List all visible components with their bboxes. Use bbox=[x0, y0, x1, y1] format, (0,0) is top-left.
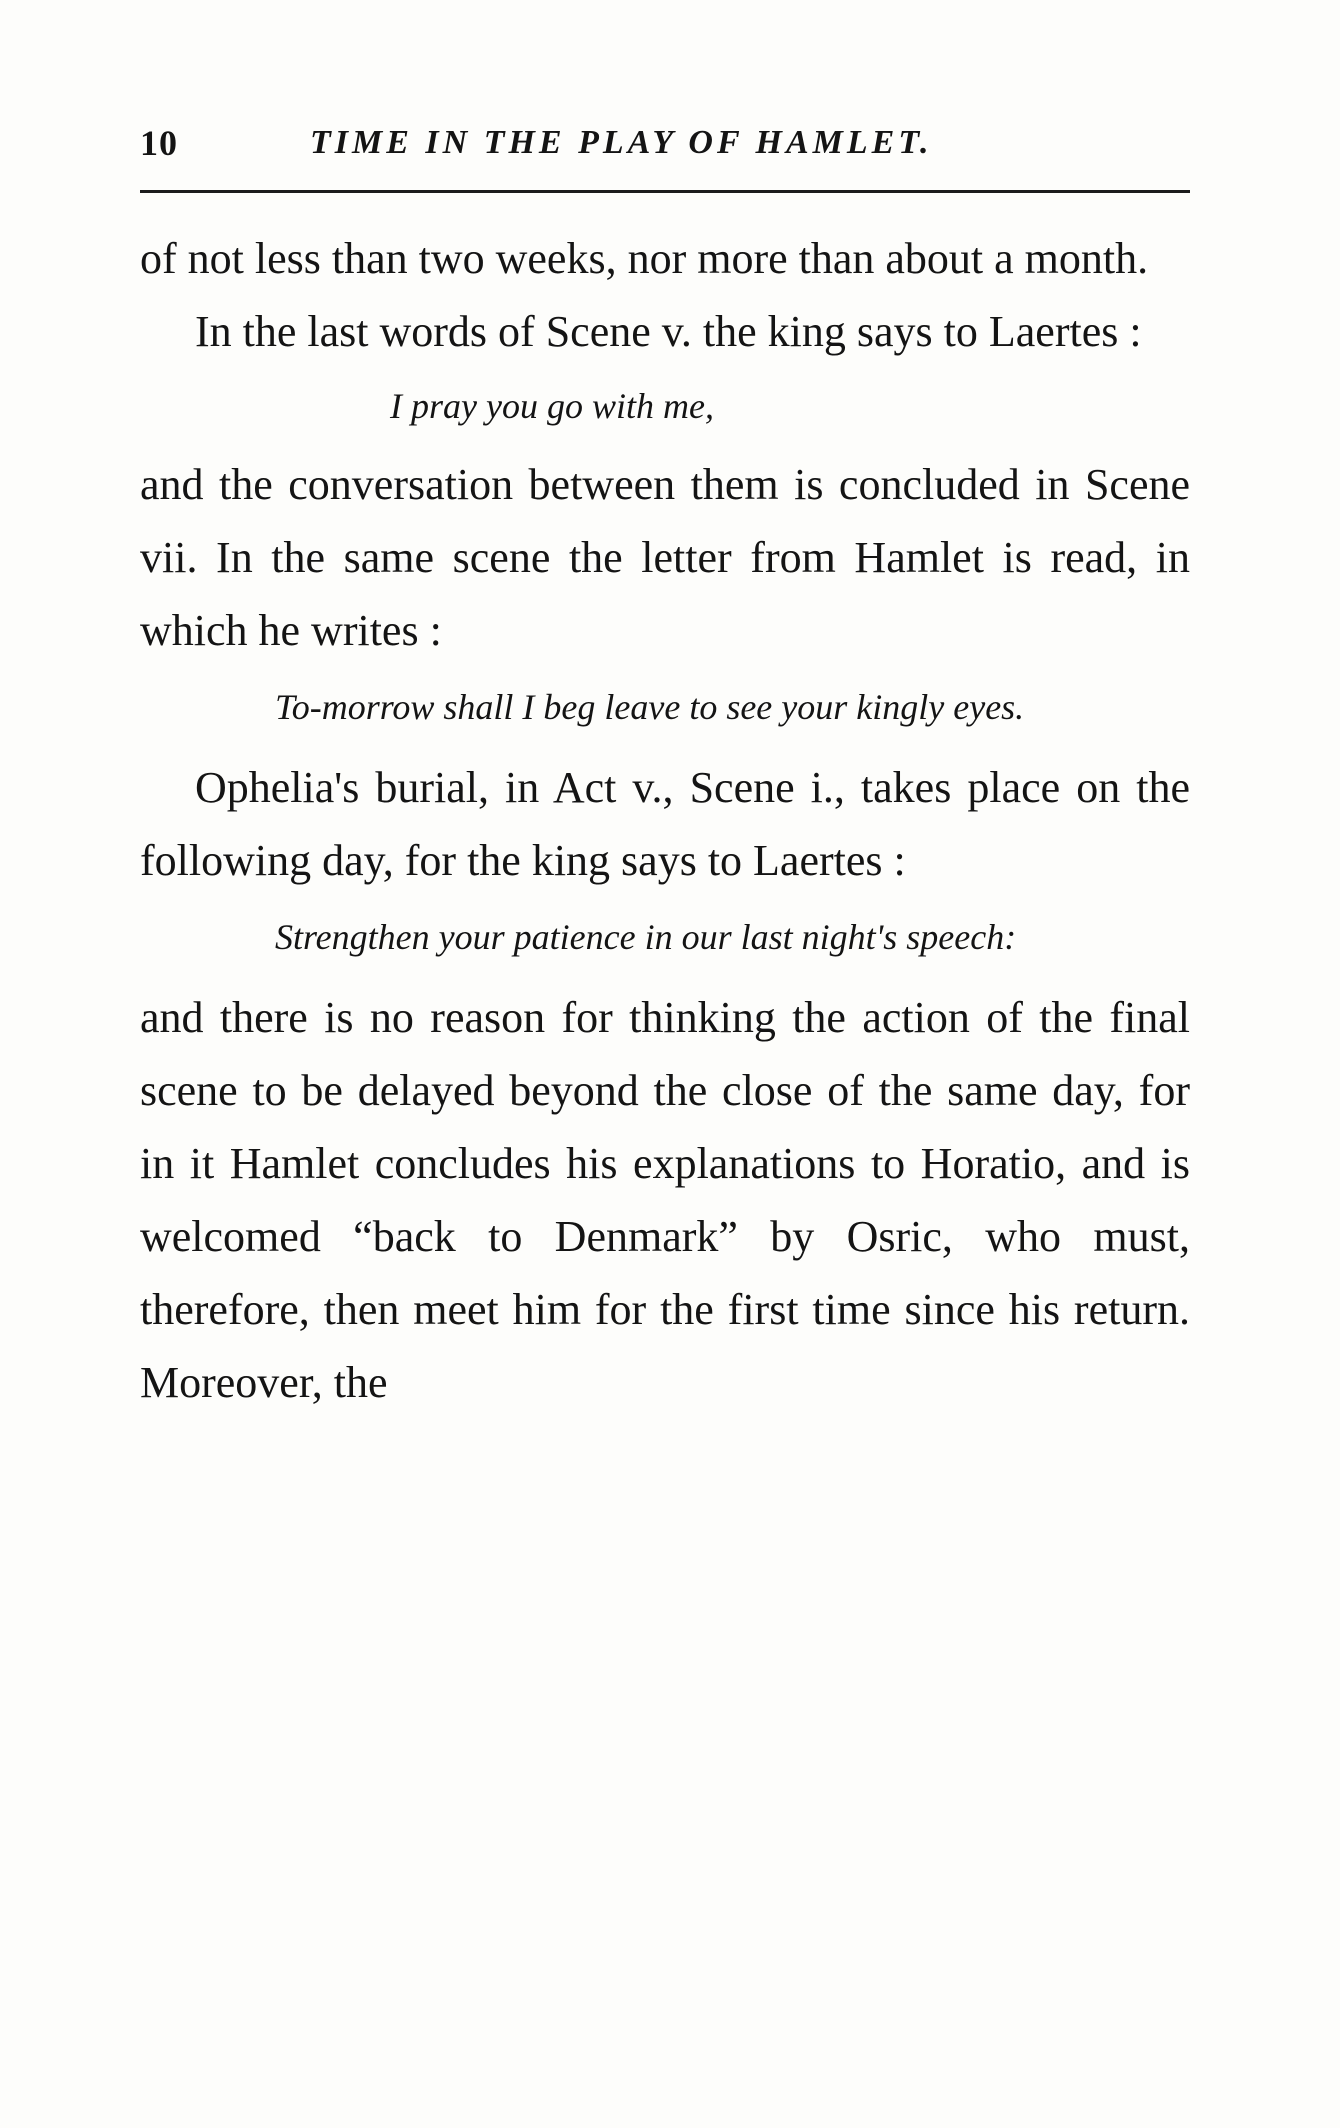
paragraph-ophelia-burial: Ophelia's burial, in Act v., Scene i., takes place on the following day, for the king says to Laertes : bbox=[140, 763, 1190, 885]
body-text bbox=[140, 222, 1190, 1419]
page-header bbox=[140, 122, 1190, 172]
paragraph-letter: and the conversation between them is concluded in Scene vii. In the same scene the letter from Hamlet is read, in which he writes : bbox=[140, 460, 1190, 655]
paragraph-final-scene: and there is no reason for thinking the action of the final scene to be delayed beyond the close of the same day, for in it Hamlet concludes his explanations to Horatio, and is welcomed “back to Denmark” by Osric, who must, therefore, then meet him for the first time since his return. Moreover, the bbox=[140, 993, 1190, 1407]
quotation-pray-you-go: I pray you go with me, bbox=[390, 386, 714, 426]
page-number: 10 bbox=[140, 123, 178, 163]
quotation-strengthen: Strengthen your patience in our last night's speech: bbox=[275, 917, 1017, 957]
header-rule bbox=[140, 190, 1190, 193]
paragraph-scene-v: In the last words of Scene v. the king says to Laertes : bbox=[195, 307, 1142, 356]
paragraph-continuation: of not less than two weeks, nor more than about a month. bbox=[140, 234, 1149, 283]
running-title: TIME IN THE PLAY OF HAMLET. bbox=[310, 124, 933, 161]
quotation-tomorrow: To-morrow shall I beg leave to see your kingly eyes. bbox=[275, 687, 1025, 727]
